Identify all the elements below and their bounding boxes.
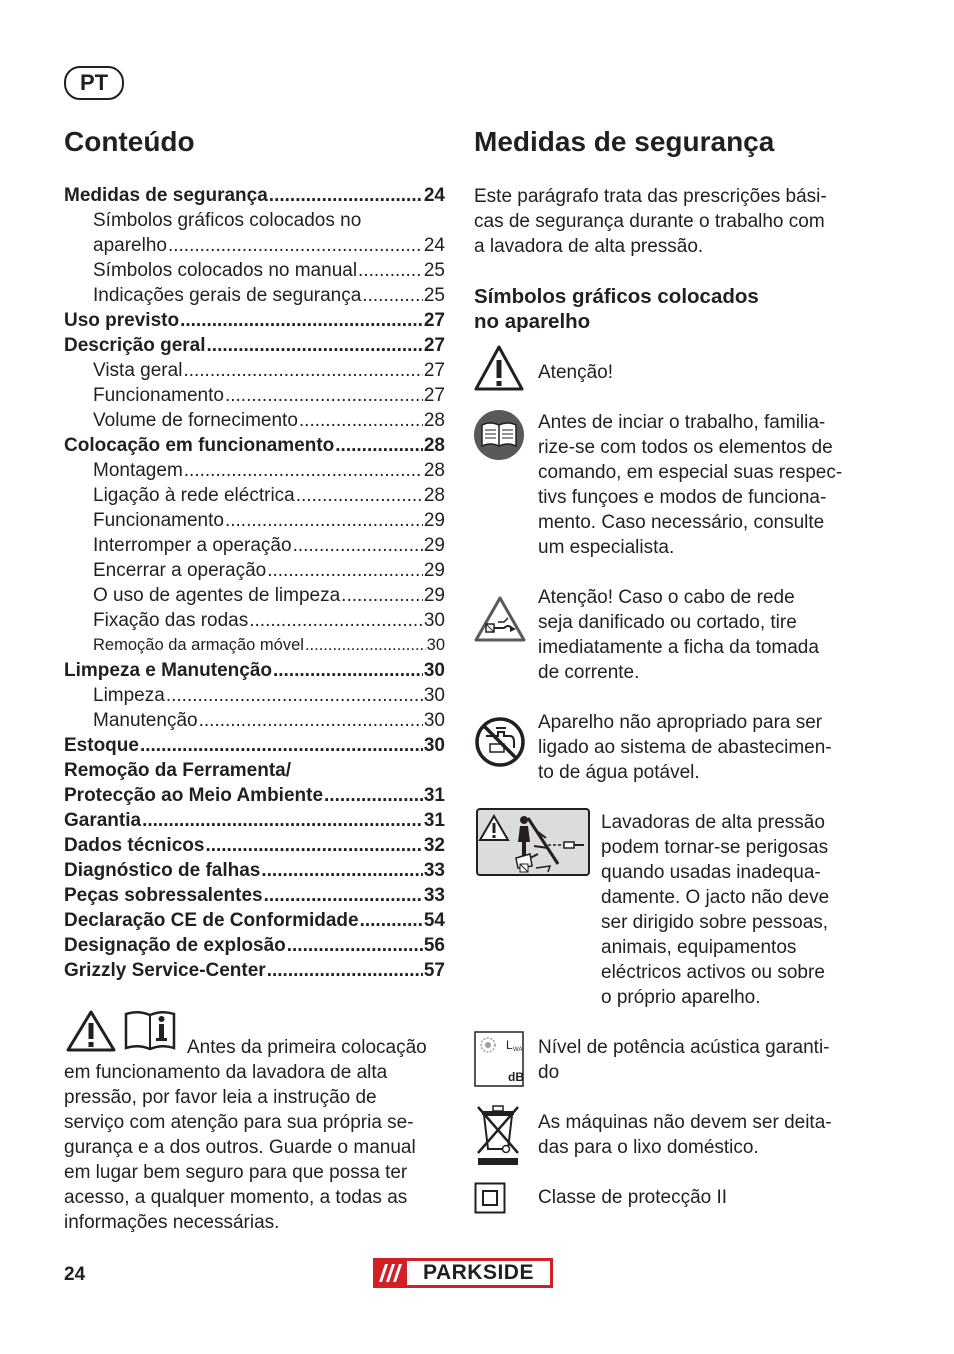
toc-leader-dots: [299, 408, 423, 433]
toc-leader-dots: [358, 258, 423, 283]
toc-leader-dots: [335, 433, 423, 458]
toc-entry: [64, 808, 445, 833]
toc-entry-page: 56: [423, 935, 445, 956]
toc-leader-dots: [341, 583, 423, 608]
toc-entry: [64, 633, 445, 658]
toc-entry-label: Vista geral: [93, 360, 183, 381]
symbols-subtitle: [474, 284, 759, 334]
toc-entry-page: 30: [423, 685, 445, 706]
text-line: As máquinas não devem ser deita-: [538, 1112, 832, 1133]
toc-entry: [64, 658, 445, 683]
toc-entry: [64, 208, 445, 233]
toc-entry-page: 57: [423, 960, 445, 981]
toc-entry: [64, 433, 445, 458]
toc-entry: [64, 933, 445, 958]
read-manual-first-line: Antes da primeira colocação: [187, 1037, 427, 1058]
toc-entry: [64, 483, 445, 508]
toc-entry-page: 27: [423, 385, 445, 406]
safety-title: Medidas de segurança: [474, 126, 775, 157]
text-line: Atenção!: [538, 362, 613, 383]
toc-entry-label: Manutenção: [93, 710, 198, 731]
text-line: ser dirigido sobre pessoas,: [601, 912, 829, 933]
toc-entry-label: Encerrar a operação: [93, 560, 267, 581]
high-pressure-jet-hazard-icon: [476, 808, 590, 876]
toc-entry-label: Fixação das rodas: [93, 610, 249, 631]
toc-entry: [64, 458, 445, 483]
toc-entry-label: Garantia: [64, 810, 142, 831]
toc-entry-page: 29: [423, 510, 445, 531]
toc-entry-page: 28: [423, 435, 445, 456]
toc-entry: [64, 958, 445, 983]
toc-entry-label: Ligação à rede eléctrica: [93, 485, 295, 506]
sound-power-level-icon: [474, 1031, 524, 1087]
toc-entry-page: 30: [423, 610, 445, 631]
toc-leader-dots: [360, 908, 423, 933]
toc-entry: [64, 358, 445, 383]
toc-leader-dots: [362, 283, 423, 308]
toc-entry-label: O uso de agentes de limpeza: [93, 585, 341, 606]
text-line: do: [538, 1062, 560, 1083]
toc-entry: [64, 383, 445, 408]
toc-entry-label: Volume de fornecimento: [93, 410, 298, 431]
lwa-subscript: WA: [513, 1047, 523, 1053]
text-line: Símbolos gráficos colocados: [474, 285, 759, 308]
toc-entry-page: 24: [423, 185, 445, 206]
toc-leader-dots: [225, 383, 423, 408]
toc-entry-page: 29: [423, 535, 445, 556]
toc-title: Conteúdo: [64, 126, 195, 157]
toc-entry: [64, 533, 445, 558]
toc-entry-label: Funcionamento: [93, 510, 224, 531]
toc-entry-page: 30: [423, 735, 445, 756]
text-line: Atenção! Caso o cabo de rede: [538, 587, 795, 608]
toc-leader-dots: [261, 858, 422, 883]
toc-entry-page: 27: [423, 360, 445, 381]
toc-entry: [64, 308, 445, 333]
text-line: podem tornar-se perigosas: [601, 837, 829, 858]
toc-leader-dots: [183, 358, 422, 383]
text-line: um especialista.: [538, 537, 675, 558]
text-line: animais, equipamentos: [601, 937, 797, 958]
read-manual-notice-text: [64, 1060, 416, 1235]
text-line: acesso, a qualquer momento, a todas as: [64, 1187, 408, 1208]
toc-entry-label: Grizzly Service-Center: [64, 960, 266, 981]
text-line: a lavadora de alta pressão.: [474, 236, 704, 257]
toc-entry-label: Símbolos gráficos colocados no: [93, 210, 362, 231]
toc-entry: [64, 833, 445, 858]
toc-entry-label: Símbolos colocados no manual: [93, 260, 358, 281]
warning-triangle-icon: [66, 1010, 116, 1052]
toc-entry-label: aparelho: [93, 235, 167, 256]
toc-entry-label: Colocação em funcionamento: [64, 435, 335, 456]
toc-entry-label: Diagnóstico de falhas: [64, 860, 261, 881]
symbol-text-sound-level: [538, 1035, 830, 1085]
toc-entry-page: 28: [423, 410, 445, 431]
toc-entry-page: 32: [423, 835, 445, 856]
text-line: damente. O jacto não deve: [601, 887, 830, 908]
brand-stripes-icon: [373, 1258, 407, 1288]
toc-entry-page: 30: [426, 636, 445, 654]
damaged-cable-warning-icon: [474, 596, 526, 642]
text-line: mento. Caso necessário, consulte: [538, 512, 825, 533]
text-line: pressão, por favor leia a instrução de: [64, 1087, 377, 1108]
toc-leader-dots: [168, 233, 423, 258]
text-line: Classe de protecção II: [538, 1187, 728, 1208]
text-line: gurança e a dos outros. Guarde o manual: [64, 1137, 416, 1158]
toc-entry: [64, 783, 445, 808]
toc-entry-page: 27: [423, 310, 445, 331]
text-line: informações necessárias.: [64, 1212, 280, 1233]
lwa-label: L: [506, 1038, 513, 1052]
toc-entry-label: Estoque: [64, 735, 139, 756]
read-manual-icon: [124, 1008, 176, 1052]
toc-leader-dots: [264, 883, 423, 908]
toc-entry-label: Descrição geral: [64, 335, 206, 356]
read-manual-book-icon: [473, 409, 525, 461]
toc-entry-page: 29: [423, 560, 445, 581]
toc-leader-dots: [267, 558, 423, 583]
toc-entry: [64, 858, 445, 883]
toc-entry: [64, 508, 445, 533]
page-number: 24: [64, 1264, 86, 1285]
symbol-text-disposal: [538, 1110, 832, 1160]
symbol-text-cable: [538, 585, 819, 685]
toc-entry-page: 27: [423, 335, 445, 356]
text-line: ligado ao sistema de abastecimen-: [538, 737, 832, 758]
toc-entry: [64, 608, 445, 633]
toc-leader-dots: [293, 533, 423, 558]
toc-entry-page: 28: [423, 460, 445, 481]
toc-entry-page: 30: [423, 660, 445, 681]
toc-entry: [64, 558, 445, 583]
toc-entry: [64, 183, 445, 208]
db-unit-label: dB: [508, 1070, 524, 1084]
toc-entry-label: Remoção da armação móvel: [93, 636, 304, 654]
symbol-text-protection-class: [538, 1185, 727, 1210]
toc-leader-dots: [269, 183, 423, 208]
text-line: em lugar bem seguro para que possa ter: [64, 1162, 408, 1183]
toc-entry: [64, 258, 445, 283]
toc-leader-dots: [166, 683, 423, 708]
toc-entry-page: 29: [423, 585, 445, 606]
toc-entry: [64, 733, 445, 758]
text-line: tivs funçoes e modos de funciona-: [538, 487, 827, 508]
text-line: imediatamente a ficha da tomada: [538, 637, 819, 658]
toc-entry-page: 25: [423, 285, 445, 306]
text-line: das para o lixo doméstico.: [538, 1137, 759, 1158]
text-line: eléctricos activos ou sobre: [601, 962, 825, 983]
text-line: Aparelho não apropriado para ser: [538, 712, 823, 733]
toc-entry: [64, 233, 445, 258]
toc-leader-dots: [199, 708, 423, 733]
toc-entry-label: Declaração CE de Conformidade: [64, 910, 359, 931]
table-of-contents: [64, 183, 445, 983]
toc-entry-label: Medidas de segurança: [64, 185, 268, 206]
text-line: de corrente.: [538, 662, 640, 683]
toc-entry-label: Peças sobressalentes: [64, 885, 263, 906]
toc-entry: [64, 883, 445, 908]
toc-leader-dots: [267, 958, 423, 983]
text-line: cas de segurança durante o trabalho com: [474, 211, 825, 232]
toc-entry-page: 33: [423, 860, 445, 881]
toc-entry-label: Indicações gerais de segurança: [93, 285, 362, 306]
toc-entry-label: Dados técnicos: [64, 835, 205, 856]
toc-entry-page: 30: [423, 710, 445, 731]
toc-entry-label: Protecção ao Meio Ambiente: [64, 785, 324, 806]
toc-entry-label: Remoção da Ferramenta/: [64, 760, 292, 781]
brand-name: PARKSIDE: [407, 1261, 550, 1285]
text-line: Este parágrafo trata das prescrições bási-: [474, 186, 827, 207]
toc-entry-page: 25: [423, 260, 445, 281]
language-badge: PT: [64, 66, 124, 100]
toc-entry-label: Limpeza e Manutenção: [64, 660, 272, 681]
toc-entry-page: 31: [423, 785, 445, 806]
no-potable-water-connection-icon: [474, 716, 526, 768]
toc-leader-dots: [140, 733, 423, 758]
toc-entry-label: Uso previsto: [64, 310, 180, 331]
text-line: Lavadoras de alta pressão: [601, 812, 825, 833]
toc-entry-page: 31: [423, 810, 445, 831]
toc-entry-label: Limpeza: [93, 685, 165, 706]
text-line: rize-se com todos os elementos de: [538, 437, 833, 458]
text-line: comando, em especial suas respec-: [538, 462, 843, 483]
toc-leader-dots: [205, 833, 422, 858]
toc-entry: [64, 333, 445, 358]
text-line: no aparelho: [474, 310, 591, 333]
toc-leader-dots: [184, 458, 423, 483]
toc-entry-label: Designação de explosão: [64, 935, 286, 956]
toc-entry: [64, 283, 445, 308]
symbol-text-read-manual: [538, 410, 842, 560]
protection-class-ii-icon: [474, 1182, 506, 1214]
text-line: Nível de potência acústica garanti-: [538, 1037, 830, 1058]
toc-leader-dots: [225, 508, 423, 533]
toc-entry-label: Interromper a operação: [93, 535, 292, 556]
symbol-text-attention: [538, 360, 613, 385]
toc-entry-page: 24: [423, 235, 445, 256]
text-line: o próprio aparelho.: [601, 987, 761, 1008]
toc-entry: [64, 583, 445, 608]
text-line: serviço com atenção para sua própria se-: [64, 1112, 414, 1133]
toc-leader-dots: [207, 333, 423, 358]
toc-leader-dots: [324, 783, 423, 808]
toc-entry-label: Montagem: [93, 460, 183, 481]
toc-leader-dots: [305, 633, 426, 658]
toc-leader-dots: [180, 308, 423, 333]
warning-triangle-icon: [474, 345, 524, 391]
symbol-text-potable-water: [538, 710, 832, 785]
toc-entry: [64, 683, 445, 708]
brand-logo: [373, 1258, 553, 1288]
toc-leader-dots: [249, 608, 423, 633]
safety-intro: [474, 184, 827, 259]
toc-entry-page: 54: [423, 910, 445, 931]
toc-leader-dots: [287, 933, 423, 958]
text-line: quando usadas inadequa-: [601, 862, 821, 883]
toc-entry: [64, 908, 445, 933]
text-line: Antes de inciar o trabalho, familia-: [538, 412, 826, 433]
toc-entry: [64, 758, 445, 783]
symbol-text-jet-hazard: [601, 810, 829, 1010]
toc-entry-page: 28: [423, 485, 445, 506]
toc-leader-dots: [273, 658, 423, 683]
toc-entry: [64, 708, 445, 733]
text-line: seja danificado ou cortado, tire: [538, 612, 797, 633]
toc-entry-page: 33: [423, 885, 445, 906]
toc-entry: [64, 408, 445, 433]
toc-entry-label: Funcionamento: [93, 385, 224, 406]
crossed-out-wheelie-bin-icon: [474, 1101, 522, 1167]
text-line: to de água potável.: [538, 762, 700, 783]
text-line: em funcionamento da lavadora de alta: [64, 1062, 388, 1083]
toc-leader-dots: [142, 808, 423, 833]
toc-leader-dots: [296, 483, 423, 508]
